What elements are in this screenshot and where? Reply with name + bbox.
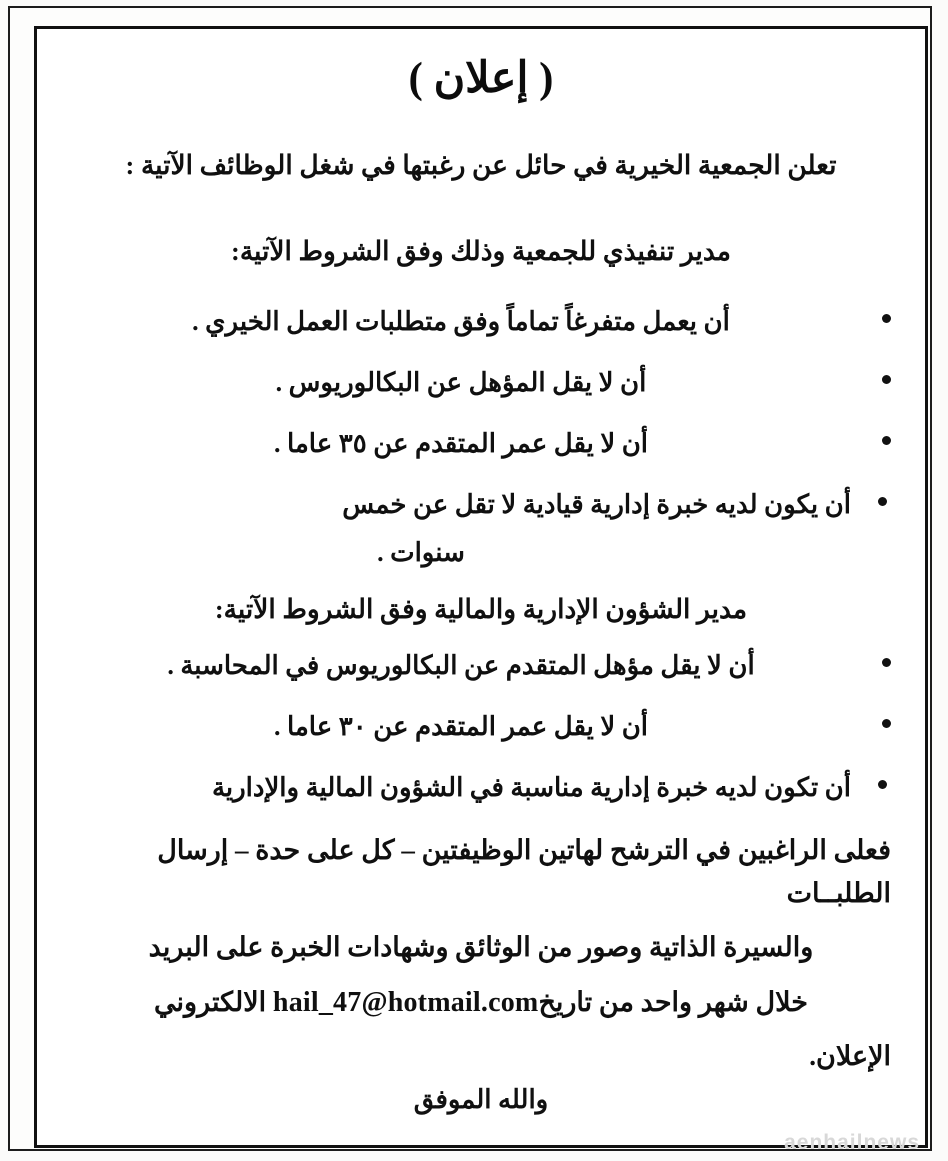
list-item-text: أن لا يقل عمر المتقدم عن ٣٥ عاما . <box>273 428 649 458</box>
bullet-icon <box>882 375 891 384</box>
section-2-heading: مدير الشؤون الإدارية والمالية وفق الشروط الآتية: <box>214 593 748 624</box>
signature-row <box>65 1085 897 1115</box>
closing-line-2: والسيرة الذاتية وصور من الوثائق وشهادات الخبرة على البريد <box>148 932 814 963</box>
section-1-heading: مدير تنفيذي للجمعية وذلك وفق الشروط الآتية: <box>231 236 731 267</box>
section-2-conditions-list <box>65 646 897 807</box>
section-1-conditions-list <box>65 302 897 524</box>
bullet-icon <box>882 314 891 323</box>
scan-outer-border <box>8 6 932 1151</box>
bullet-icon <box>878 780 887 789</box>
section-1-continuation: سنوات . <box>377 537 465 567</box>
signature-right: والله الموفق <box>413 1084 549 1114</box>
list-item-text: أن لا يقل المؤهل عن البكالوريوس . <box>275 367 647 397</box>
bullet-icon <box>882 436 891 445</box>
lead-paragraph: تعلن الجمعية الخيرية في حائل عن رغبتها في شغل الوظائف الآتية : <box>125 150 837 181</box>
closing-line-3-prefix: الالكتروني <box>154 986 267 1017</box>
list-item <box>65 363 897 402</box>
page-title: ( إعلان ) <box>408 55 554 102</box>
list-item <box>65 646 897 685</box>
watermark: aenhailnews <box>784 1131 920 1154</box>
list-item-text: أن لا يقل مؤهل المتقدم عن البكالوريوس في المحاسبة . <box>167 650 755 680</box>
list-item-text: أن يعمل متفرغاً تماماً وفق متطلبات العمل الخيري . <box>192 306 730 336</box>
closing-line-3-suffix: خلال شهر واحد من تاريخ <box>538 986 808 1017</box>
closing-block <box>65 829 897 1115</box>
closing-line-3 <box>65 980 897 1025</box>
list-item-text: أن يكون لديه خبرة إدارية قيادية لا تقل عن خمس <box>342 489 851 519</box>
contact-email[interactable]: hail_47@hotmail.com <box>272 986 539 1018</box>
list-item-text: أن لا يقل عمر المتقدم عن ٣٠ عاما . <box>273 711 649 741</box>
list-item <box>65 768 897 807</box>
closing-line-1: فعلى الراغبين في الترشح لهاتين الوظيفتين – كل على حدة – إرسال الطلبــات <box>157 834 891 909</box>
list-item <box>65 485 897 524</box>
list-item <box>65 424 897 463</box>
list-item-text: أن تكون لديه خبرة إدارية مناسبة في الشؤون المالية والإدارية <box>211 772 851 802</box>
bullet-icon <box>882 658 891 667</box>
closing-line-4: الإعلان. <box>809 1041 891 1072</box>
list-item <box>65 302 897 341</box>
advertisement-frame <box>34 26 928 1148</box>
bullet-icon <box>882 719 891 728</box>
list-item <box>65 707 897 746</box>
bullet-icon <box>878 497 887 506</box>
